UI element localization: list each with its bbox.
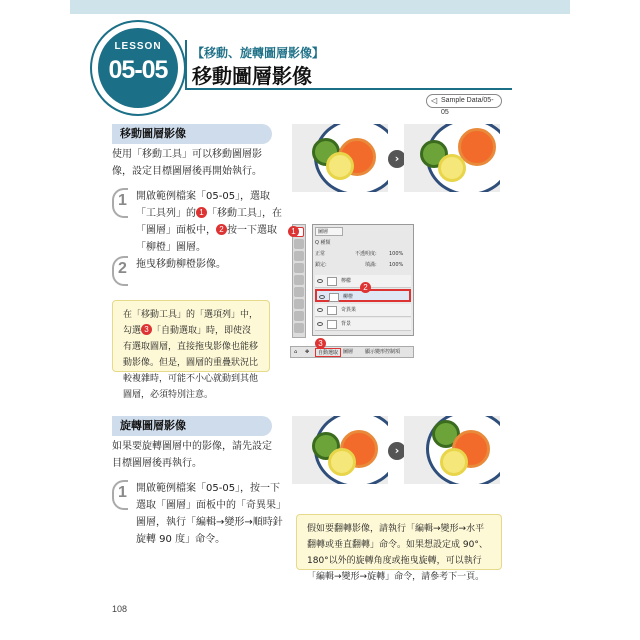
step-text-a: 開啟範例檔案「05-05」，選取「工具列」的 bbox=[136, 191, 271, 219]
opacity-label: 不透明度: bbox=[355, 251, 377, 257]
eyedropper-tool-icon[interactable] bbox=[294, 287, 304, 297]
step-number bbox=[112, 256, 136, 286]
section-heading-move: 移動圖層影像 bbox=[112, 124, 272, 144]
section-intro-move: 使用「移動工具」可以移動圖層影像，設定目標圖層後再開始執行。 bbox=[112, 149, 262, 177]
layer-thumbnail bbox=[329, 293, 339, 302]
arrow-right-icon: › bbox=[388, 150, 406, 168]
auto-select-target[interactable]: 圖層 bbox=[343, 349, 354, 355]
step-number bbox=[112, 188, 136, 218]
layers-lock-row bbox=[315, 261, 411, 270]
lasso-tool-icon[interactable] bbox=[294, 251, 304, 261]
filter-kind: Q 種類 bbox=[315, 240, 331, 246]
layer-thumbnail bbox=[327, 277, 337, 286]
brush-tool-icon[interactable] bbox=[294, 311, 304, 321]
layers-blend-row bbox=[315, 250, 411, 259]
page-title: 移動圖層影像 bbox=[192, 64, 312, 88]
layers-filter[interactable] bbox=[315, 239, 411, 248]
healing-tool-icon[interactable] bbox=[294, 299, 304, 309]
eye-icon[interactable] bbox=[317, 279, 323, 283]
auto-select-checkbox[interactable] bbox=[315, 348, 341, 357]
step-text-b: 「移動工具」，在「圖層」面板中， bbox=[136, 208, 282, 236]
marker-1: 1 bbox=[196, 207, 207, 218]
before-photo-2 bbox=[292, 416, 388, 484]
home-icon[interactable]: ⌂ bbox=[294, 349, 298, 355]
eye-icon[interactable] bbox=[317, 308, 323, 312]
layer-background[interactable] bbox=[315, 318, 411, 331]
before-photo-1 bbox=[292, 124, 388, 192]
opacity-value[interactable]: 100% bbox=[389, 251, 404, 257]
lemon-slice bbox=[328, 448, 356, 476]
sample-data-tag bbox=[426, 94, 502, 116]
sample-data-label: Sample Data/05-05 bbox=[441, 97, 494, 116]
step-1-move bbox=[112, 188, 282, 252]
step-text: 拖曳移動柳橙影像。 bbox=[136, 259, 226, 270]
lemon-slice bbox=[326, 152, 354, 180]
layer-name: 檸檬 bbox=[341, 278, 352, 284]
layers-panel bbox=[312, 224, 414, 336]
step-1-rotate bbox=[112, 480, 282, 550]
layer-thumbnail bbox=[327, 306, 337, 315]
show-transform-label[interactable]: 顯示變形控制項 bbox=[365, 349, 401, 355]
layers-tab[interactable]: 圖層 bbox=[315, 227, 343, 236]
step-number bbox=[112, 480, 136, 510]
auto-select-label: 自動選取 bbox=[318, 350, 339, 356]
section-intro-rotate: 如果要旋轉圖層中的影像，請先設定目標圖層後再執行。 bbox=[112, 441, 272, 469]
note-auto-select bbox=[112, 300, 270, 400]
marker-2: 2 bbox=[216, 224, 227, 235]
lesson-number: 05-05 bbox=[108, 56, 168, 84]
title-rule bbox=[185, 88, 512, 90]
layer-name: 奇異果 bbox=[341, 307, 357, 313]
marker-3: 3 bbox=[141, 324, 152, 335]
layer-name: 背景 bbox=[341, 321, 352, 327]
stamp-tool-icon[interactable] bbox=[294, 323, 304, 333]
layer-name: 柳橙 bbox=[343, 294, 354, 300]
lesson-label: LESSON bbox=[114, 41, 162, 52]
step-digit: 2 bbox=[118, 260, 127, 277]
note-text-b: 「自動選取」時，即使沒有選取圖層，直接拖曳影像也能移動影像。但是，圖層的重疊狀況比較複雜時，可能不小心就動到其他圖層，必須特別注意。 bbox=[123, 326, 259, 400]
eye-icon[interactable] bbox=[317, 322, 323, 326]
lesson-badge bbox=[90, 20, 186, 116]
eye-icon[interactable] bbox=[319, 295, 325, 299]
after-photo-2 bbox=[404, 416, 500, 484]
arrow-right-icon: › bbox=[388, 442, 406, 460]
fill-label: 填滿: bbox=[365, 262, 377, 268]
marquee-tool-icon[interactable] bbox=[294, 239, 304, 249]
layer-thumbnail bbox=[327, 320, 337, 329]
marker-3: 3 bbox=[315, 338, 326, 349]
lesson-subtitle: 【移動、旋轉圖層影像】 bbox=[192, 46, 325, 60]
magic-wand-tool-icon[interactable] bbox=[294, 263, 304, 273]
step-text-c: 按一下選取「柳橙」圖層。 bbox=[136, 225, 277, 253]
step-digit: 1 bbox=[118, 484, 127, 501]
title-rule-vertical bbox=[185, 40, 187, 90]
page-number: 108 bbox=[112, 604, 128, 614]
crop-tool-icon[interactable] bbox=[294, 275, 304, 285]
lemon-slice bbox=[438, 154, 466, 182]
section-heading-rotate: 旋轉圖層影像 bbox=[112, 416, 272, 436]
step-2-move bbox=[112, 256, 282, 286]
after-photo-1 bbox=[404, 124, 500, 192]
top-bar bbox=[70, 0, 570, 14]
move-icon[interactable]: ✥ bbox=[305, 349, 310, 355]
lock-label: 鎖定: bbox=[315, 262, 327, 268]
note-text-a: 在「移動工具」的「選項列」中，勾選 bbox=[123, 310, 259, 336]
lesson-badge-inner bbox=[98, 28, 178, 108]
step-text: 開啟範例檔案「05-05」，按一下選取「圖層」面板中的「奇異果」圖層，執行「編輯→變形→順時針旋轉 90 度」命令。 bbox=[136, 483, 283, 545]
options-bar bbox=[290, 346, 414, 358]
step-text bbox=[136, 188, 284, 256]
marker-1: 1 bbox=[288, 226, 299, 237]
blend-mode[interactable]: 正常 bbox=[315, 251, 326, 257]
marker-2: 2 bbox=[360, 282, 371, 293]
arrow-icon: ◁ bbox=[431, 96, 438, 105]
layer-kiwi[interactable] bbox=[315, 304, 411, 317]
toolbox bbox=[292, 224, 306, 338]
step-digit: 1 bbox=[118, 192, 127, 209]
note-flip-rotate: 假如要翻轉影像，請執行「編輯→變形→水平翻轉或垂直翻轉」命令。如果想設定成 90°、180°以外的旋轉角度或拖曳旋轉，可以執行「編輯→變形→旋轉」命令，請參考下一頁。 bbox=[296, 514, 502, 570]
lemon-slice bbox=[440, 448, 468, 476]
fill-value[interactable]: 100% bbox=[389, 262, 404, 268]
